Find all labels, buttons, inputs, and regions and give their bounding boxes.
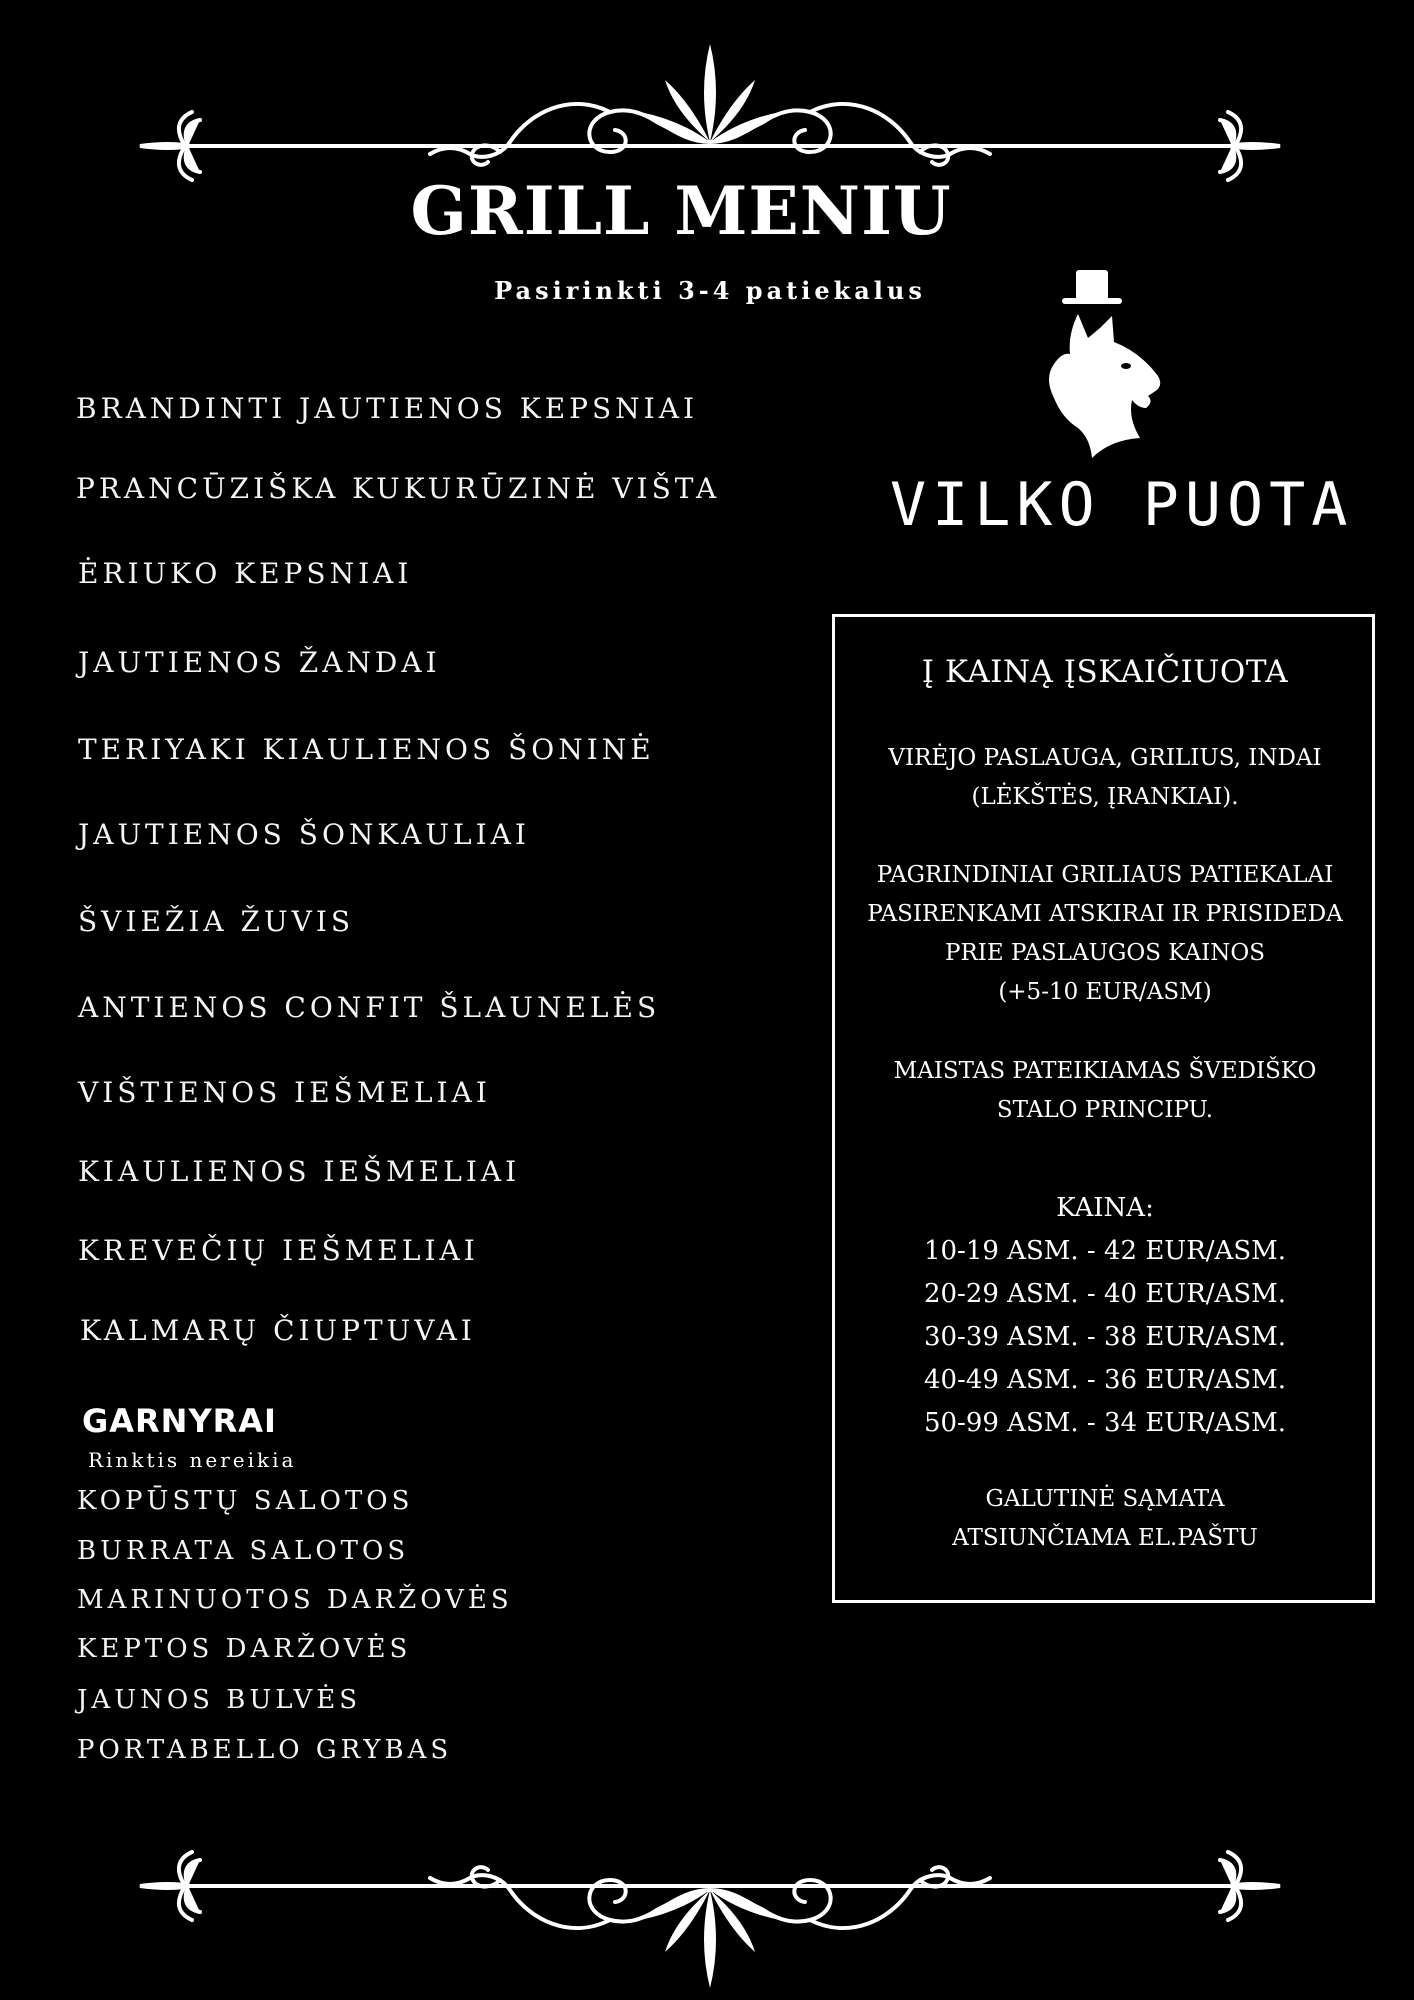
menu-item: KREVEČIŲ IEŠMELIAI: [78, 1234, 479, 1267]
menu-item: KALMARŲ ČIUPTUVAI: [80, 1314, 476, 1347]
side-item: BURRATA SALOTOS: [77, 1536, 410, 1566]
info-line: (+5-10 EUR/ASM): [998, 979, 1212, 1005]
price-tier: 40-49 ASM. - 36 EUR/ASM.: [923, 1365, 1287, 1395]
page-title: GRILL MENIU: [410, 172, 952, 250]
top-flourish-divider-icon: [130, 42, 1290, 192]
info-line: (LĖKŠTĖS, ĮRANKIAI).: [971, 784, 1239, 810]
bottom-flourish-divider-icon: [130, 1840, 1290, 1990]
info-heading: Į KAINĄ ĮSKAIČIUOTA: [921, 654, 1289, 690]
side-item: JAUNOS BULVĖS: [77, 1685, 362, 1715]
menu-item: ŠVIEŽIA ŽUVIS: [78, 905, 355, 938]
sides-heading: GARNYRAI: [82, 1402, 277, 1440]
sides-note: Rinktis nereikia: [88, 1448, 297, 1472]
side-item: KOPŪSTŲ SALOTOS: [77, 1486, 414, 1516]
info-line: ATSIUNČIAMA EL.PAŠTU: [952, 1525, 1258, 1551]
menu-item: ĖRIUKO KEPSNIAI: [78, 557, 413, 590]
menu-item: JAUTIENOS ŽANDAI: [78, 646, 441, 679]
price-tier: 30-39 ASM. - 38 EUR/ASM.: [923, 1322, 1287, 1352]
side-item: KEPTOS DARŽOVĖS: [77, 1634, 412, 1664]
menu-item: VIŠTIENOS IEŠMELIAI: [78, 1076, 491, 1109]
price-tier: 10-19 ASM. - 42 EUR/ASM.: [923, 1236, 1287, 1266]
info-line: VIRĖJO PASLAUGA, GRILIUS, INDAI: [888, 745, 1322, 771]
info-line: PAGRINDINIAI GRILIAUS PATIEKALAI: [876, 862, 1334, 888]
page-subtitle: Pasirinkti 3-4 patiekalus: [494, 276, 926, 305]
price-tier: 50-99 ASM. - 34 EUR/ASM.: [923, 1408, 1287, 1438]
price-heading: KAINA:: [1056, 1193, 1154, 1223]
price-tier: 20-29 ASM. - 40 EUR/ASM.: [923, 1279, 1287, 1309]
menu-item: TERIYAKI KIAULIENOS ŠONINĖ: [78, 733, 655, 766]
menu-item: PRANCŪZIŠKA KUKURŪZINĖ VIŠTA: [76, 472, 721, 505]
info-line: PRIE PASLAUGOS KAINOS: [945, 940, 1265, 966]
info-line: STALO PRINCIPU.: [996, 1097, 1214, 1123]
side-item: MARINUOTOS DARŽOVĖS: [77, 1585, 513, 1615]
menu-item: ANTIENOS CONFIT ŠLAUNELĖS: [78, 991, 661, 1024]
brand-logo-text: VILKO PUOTA: [890, 470, 1354, 540]
side-item: PORTABELLO GRYBAS: [77, 1735, 453, 1765]
menu-item: JAUTIENOS ŠONKAULIAI: [78, 818, 530, 851]
menu-item: KIAULIENOS IEŠMELIAI: [78, 1155, 521, 1188]
menu-item: BRANDINTI JAUTIENOS KEPSNIAI: [76, 392, 699, 425]
info-line: MAISTAS PATEIKIAMAS ŠVEDIŠKO: [893, 1058, 1317, 1084]
info-line: GALUTINĖ SĄMATA: [985, 1486, 1225, 1512]
wolf-with-top-hat-icon: [1040, 268, 1180, 468]
info-line: PASIRENKAMI ATSKIRAI IR PRISIDEDA: [867, 901, 1343, 927]
